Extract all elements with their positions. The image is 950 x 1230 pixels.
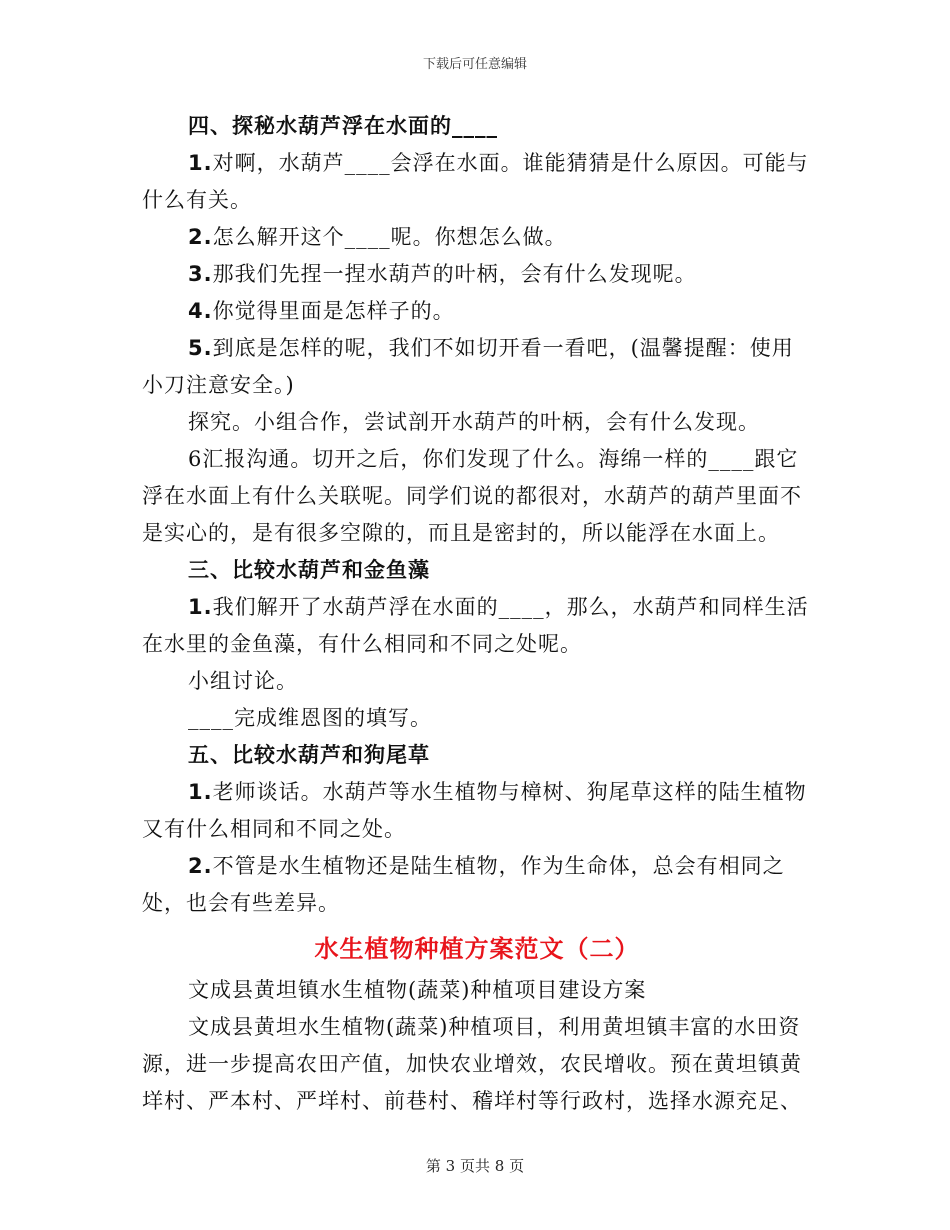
list-item: 1.我们解开了水葫芦浮在水面的____，那么，水葫芦和同样生活在水里的金鱼藻，有什么相同和不同之处呢。: [142, 595, 809, 656]
list-item: 4.你觉得里面是怎样子的。: [188, 299, 455, 323]
paragraph: 探究。小组合作，尝试剖开水葫芦的叶柄，会有什么发现。: [188, 410, 760, 434]
item-number: 1.: [188, 780, 213, 804]
list-item: 2.怎么解开这个____呢。你想怎么做。: [188, 225, 567, 249]
page-header: 下载后可任意编辑: [422, 57, 527, 72]
list-item: 1.老师谈话。水葫芦等水生植物与樟树、狗尾草这样的陆生植物又有什么相同和不同之处。: [142, 780, 807, 841]
item-number: 2.: [188, 854, 213, 878]
document-body: [142, 108, 812, 1120]
paragraph: 6汇报沟通。切开之后，你们发现了什么。海绵一样的____跟它浮在水面上有什么关联呢。同学们说的都很对，水葫芦的葫芦里面不是实心的，是有很多空隙的，而且是密封的，所以能浮在水面上。: [142, 447, 802, 545]
list-item: 5.到底是怎样的呢，我们不如切开看一看吧，(温馨提醒：使用小刀注意安全。): [142, 336, 794, 397]
section-heading: 四、探秘水葫芦浮在水面的____: [188, 114, 498, 138]
item-number: 1.: [188, 595, 213, 619]
item-number: 3.: [188, 262, 213, 286]
list-item: 3.那我们先捏一捏水葫芦的叶柄，会有什么发现呢。: [188, 262, 697, 286]
section-heading: 三、比较水葫芦和金鱼藻: [188, 558, 430, 582]
list-item: 1.对啊，水葫芦____会浮在水面。谁能猜猜是什么原因。可能与什么有关。: [142, 151, 809, 212]
item-number: 1.: [188, 151, 213, 175]
item-number: 4.: [188, 299, 213, 323]
page-footer: 第 3 页共 8 页: [425, 1157, 525, 1175]
paragraph: 文成县黄坦水生植物(蔬菜)种植项目，利用黄坦镇丰富的水田资源，进一步提高农田产值，加快农业增效，农民增收。预在黄坦镇黄垟村、严本村、严垟村、前巷村、稽垟村等行政村，选择水源充足、: [142, 1015, 802, 1113]
item-number: 5.: [188, 336, 213, 360]
list-item: 2.不管是水生植物还是陆生植物，作为生命体，总会有相同之处，也会有些差异。: [142, 854, 785, 915]
document-title: 水生植物种植方案范文（二）: [314, 935, 640, 963]
paragraph: 小组讨论。: [188, 669, 298, 693]
section-heading: 五、比较水葫芦和狗尾草: [188, 743, 430, 767]
paragraph: ____完成维恩图的填写。: [188, 706, 432, 730]
item-number: 2.: [188, 225, 213, 249]
paragraph: 文成县黄坦镇水生植物(蔬菜)种植项目建设方案: [188, 978, 647, 1002]
